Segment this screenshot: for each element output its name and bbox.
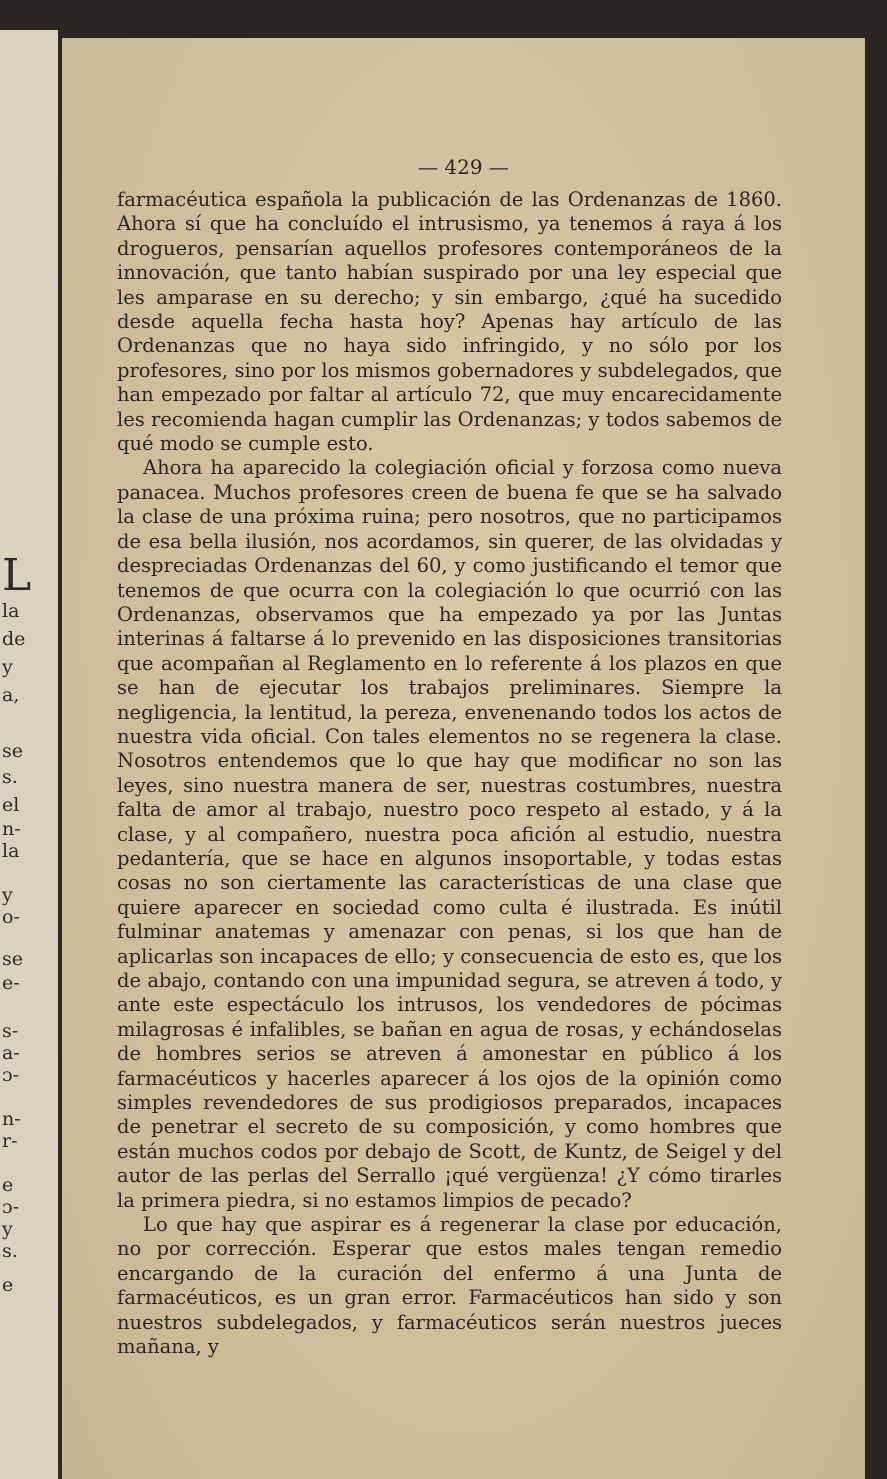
facing-page-fragment: n-	[2, 1108, 21, 1130]
facing-page-fragment: la	[2, 840, 20, 862]
facing-page-fragment: la	[2, 600, 20, 622]
book-page	[62, 38, 865, 1479]
facing-page-fragment: de	[2, 628, 26, 650]
facing-page-fragment: e	[2, 1274, 14, 1296]
facing-page-fragment: e-	[2, 972, 20, 994]
facing-page-fragment: a-	[2, 1042, 20, 1064]
facing-page-fragment: y	[2, 656, 13, 678]
facing-page-fragment: el	[2, 794, 20, 816]
facing-page-fragment: s.	[2, 766, 18, 788]
facing-page-fragment: r-	[2, 1130, 18, 1152]
facing-page-fragment: a,	[2, 684, 20, 706]
paragraph: Lo que hay que aspirar es á regenerar la clase por educación, no por corrección. Esperar que estos males tengan remedio encargando de la curación del enfermo á una Junta de farmacéuticos, es un gran error. Farmacéuticos han sido y son nuestros subdelegados, y farmacéuticos serán nuestros jueces mañana, y	[117, 1213, 782, 1359]
page-number: — 429 —	[418, 155, 509, 179]
facing-page-fragment: y	[2, 1218, 13, 1240]
facing-page-fragment: se	[2, 948, 23, 970]
page-body	[117, 188, 782, 1360]
facing-page-initial: L	[2, 550, 32, 601]
paragraph: Ahora ha aparecido la colegiación oficial y forzosa como nueva panacea. Muchos profesores creen de buena fe que se ha salvado la clase de una próxima ruina; pero nosotros, que no participamos de esa bella ilusión, nos acordamos, sin querer, de las olvidadas y despreciadas Ordenanzas del 60, y como justificando el temor que tenemos de que ocurra con la colegiación lo que ocurrió con las Ordenanzas, observamos que ha empezado ya por las Juntas interinas á faltarse á lo prevenido en las disposiciones transitorias que acompañan al Reglamento en lo referente á los plazos en que se han de ejecutar los trabajos preliminares. Siempre la negligencia, la lentitud, la pereza, envenenando todos los actos de nuestra vida oficial. Con tales elementos no se regenera la clase. Nosotros entendemos que lo que hay que modificar no son las leyes, sino nuestra manera de ser, nuestras costumbres, nuestra falta de amor al trabajo, nuestro poco respeto al estado, y á la clase, y al compañero, nuestra poca afición al estudio, nuestra pedantería, que se hace en algunos insoportable, y todas estas cosas no son ciertamente las características de una clase que quiere aparecer en sociedad como culta é ilustrada. Es inútil fulminar anatemas y amenazar con penas, si los que han de aplicarlas son incapaces de ello; y consecuencia de esto es, que los de abajo, contando con una impunidad segura, se atreven á todo, y ante este espectáculo los intrusos, los vendedores de pócimas milagrosas é infalibles, se bañan en agua de rosas, y echándoselas de hombres serios se atreven á amonestar en público á los farmacéuticos y hacerles aparecer á los ojos de la opinión como simples revendedores de sus prodigiosos preparados, incapaces de penetrar el secreto de su composición, y como hombres que están muchos codos por debajo de Scott, de Kuntz, de Seigel y del autor de las perlas del Serrallo ¡qué vergüenza! ¿Y cómo tirarles la primera piedra, si no estamos limpios de pecado?	[117, 456, 782, 1212]
facing-page-fragment: n-	[2, 818, 21, 840]
facing-page-fragment: se	[2, 740, 23, 762]
paragraph: farmacéutica española la publicación de las Ordenanzas de 1860. Ahora sí que ha concluído el intrusismo, ya tenemos á raya á los drogueros, pensarían aquellos profesores contemporáneos de la innovación, que tanto habían suspirado por una ley especial que les amparase en su derecho; y sin embargo, ¿qué ha sucedido desde aquella fecha hasta hoy? Apenas hay artículo de las Ordenanzas que no haya sido infringido, y no sólo por los profesores, sino por los mismos gobernadores y subdelegados, que han empezado por faltar al artículo 72, que muy encarecidamente les recomienda hagan cumplir las Ordenanzas; y todos sabemos de qué modo se cumple esto.	[117, 188, 782, 456]
facing-page-fragment: s-	[2, 1020, 19, 1042]
facing-page-fragment: ɔ-	[2, 1064, 20, 1086]
facing-page-fragment: ɔ-	[2, 1196, 20, 1218]
facing-page-fragment: e	[2, 1174, 14, 1196]
facing-page-fragment: y	[2, 884, 13, 906]
facing-page-edge	[0, 30, 58, 1479]
facing-page-fragment: s.	[2, 1240, 18, 1262]
facing-page-fragment: o-	[2, 906, 20, 928]
